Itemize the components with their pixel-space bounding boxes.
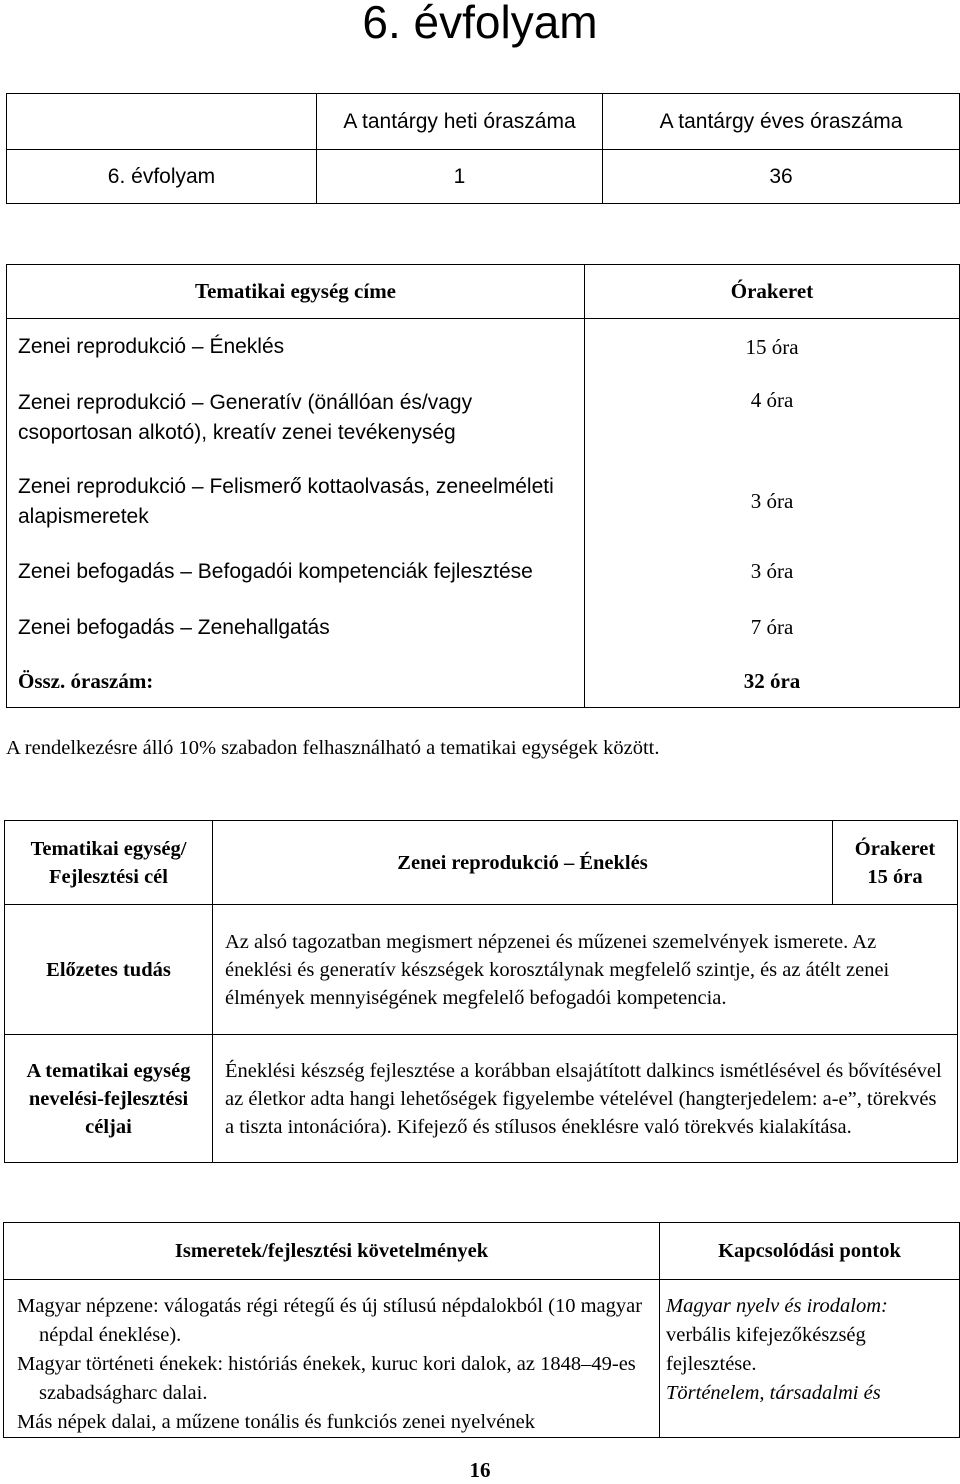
- yearly-hours-value: 36: [603, 150, 960, 204]
- unit-hours: 7 óra: [585, 600, 960, 656]
- units-hours-header: Órakeret: [585, 265, 960, 319]
- hours-table: [6, 93, 960, 204]
- unit-hours: 15 óra: [585, 319, 960, 376]
- grade-cell: 6. évfolyam: [7, 150, 317, 204]
- unit-row: [7, 600, 960, 656]
- unit-row: [7, 460, 960, 544]
- unit-title: Zenei reprodukció – Éneklés: [7, 319, 585, 376]
- requirement-item: Más népek dalai, a műzene tonális és funkciós zenei nyelvének: [17, 1411, 536, 1433]
- unit-detail-header-row: [5, 821, 958, 905]
- hours-header-row: [7, 94, 960, 150]
- hours-label: Órakeret: [854, 837, 936, 860]
- unit-hours: 4 óra: [585, 376, 960, 460]
- link-subject: Magyar nyelv és irodalom:: [666, 1295, 888, 1317]
- unit-row: [7, 376, 960, 460]
- prior-knowledge-text: Az alsó tagozatban megismert népzenei és műzenei szemelvények ismerete. Az éneklési és generatív készségek korosztálynak megfelelő szintje, és az átélt zenei élmények mennyiségének megfelelő befogadói kompetencia.: [213, 905, 958, 1035]
- links-header: Kapcsolódási pontok: [660, 1223, 960, 1280]
- links-list: [660, 1280, 960, 1438]
- requirements-header-row: [4, 1223, 960, 1280]
- unit-detail-table: [4, 820, 958, 1163]
- weekly-hours-value: 1: [317, 150, 603, 204]
- unit-name-header: Zenei reprodukció – Éneklés: [213, 821, 833, 905]
- goals-label: A tematikai egység nevelési-fejlesztési céljai: [5, 1035, 213, 1163]
- unit-goal-header: Tematikai egység/ Fejlesztési cél: [5, 821, 213, 905]
- unit-hours: 3 óra: [585, 544, 960, 600]
- weekly-hours-header: A tantárgy heti óraszáma: [317, 94, 603, 150]
- unit-row: [7, 319, 960, 376]
- free-time-note: A rendelkezésre álló 10% szabadon felhasználható a tematikai egységek között.: [6, 737, 660, 759]
- unit-hours: 3 óra: [585, 460, 960, 544]
- requirement-item: Magyar népzene: válogatás régi rétegű és új stílusú népdalokból (10 magyar népdal éneklése).: [17, 1295, 643, 1346]
- units-header-row: [7, 265, 960, 319]
- hours-data-row: [7, 150, 960, 204]
- unit-title: Zenei befogadás – Zenehallgatás: [7, 600, 585, 656]
- units-title-header: Tematikai egység címe: [7, 265, 585, 319]
- requirement-item: Magyar történeti énekek: históriás énekek, kuruc kori dalok, az 1848–49-es szabadságharc dalai.: [17, 1353, 636, 1404]
- goals-row: [5, 1035, 958, 1163]
- unit-hours-header: [833, 821, 958, 905]
- prior-knowledge-row: [5, 905, 958, 1035]
- yearly-hours-header: A tantárgy éves óraszáma: [603, 94, 960, 150]
- requirements-header: Ismeretek/fejlesztési követelmények: [4, 1223, 660, 1280]
- page-number: 16: [469, 1458, 491, 1482]
- hours-value: 15 óra: [867, 865, 923, 888]
- goals-text: Éneklési készség fejlesztése a korábban elsajátított dalkincs ismétlésével és bővítésével az életkor adta hangi lehetőségek figyelembe vételével (hangterjedelem: a-e”, törekvés a tiszta intonációra). Kifejező és stílusos éneklésre való törekvés kialakítása.: [213, 1035, 958, 1163]
- total-hours: 32 óra: [585, 656, 960, 708]
- requirements-list: [4, 1280, 660, 1438]
- unit-title: Zenei befogadás – Befogadói kompetenciák fejlesztése: [7, 544, 585, 600]
- hours-header-empty: [7, 94, 317, 150]
- unit-title: Zenei reprodukció – Generatív (önállóan és/vagy csoportosan alkotó), kreatív zenei tevékenység: [7, 376, 585, 460]
- requirements-table: [3, 1222, 960, 1438]
- link-text: verbális kifejezőkészség fejlesztése.: [666, 1324, 866, 1375]
- page-title: 6. évfolyam: [362, 0, 598, 48]
- prior-knowledge-label: Előzetes tudás: [5, 905, 213, 1035]
- unit-title: Zenei reprodukció – Felismerő kottaolvasás, zeneelméleti alapismeretek: [7, 460, 585, 544]
- requirements-body-row: [4, 1280, 960, 1438]
- total-label: Össz. óraszám:: [7, 656, 585, 708]
- units-table: [6, 264, 960, 708]
- units-total-row: [7, 656, 960, 708]
- link-subject: Történelem, társadalmi és: [666, 1382, 881, 1404]
- unit-row: [7, 544, 960, 600]
